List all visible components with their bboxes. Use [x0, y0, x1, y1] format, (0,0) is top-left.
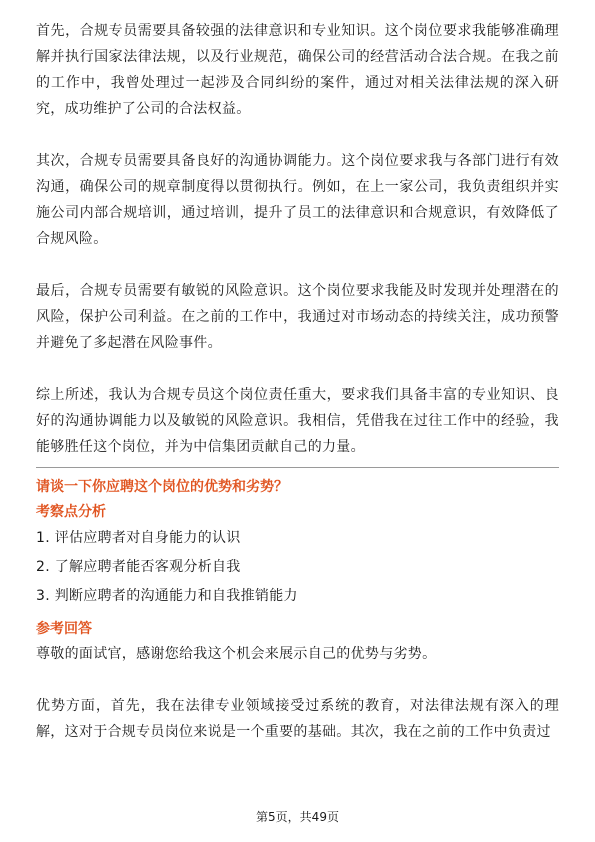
list-item: 2. 了解应聘者能否客观分析自我	[36, 559, 241, 575]
answer-strengths: 优势方面，首先，我在法律专业领域接受过系统的教育，对法律法规有深入的理解，这对于合规专员岗位来说是一个重要的基础。其次，我在之前的工作中负责过	[36, 698, 559, 740]
list-item: 1. 评估应聘者对自身能力的认识	[36, 530, 241, 546]
section-divider	[36, 467, 559, 468]
analysis-list	[36, 524, 559, 611]
paragraph-third: 最后，合规专员需要有敏锐的风险意识。这个岗位要求我能及时发现并处理潜在的风险，保护公司利益。在之前的工作中，我通过对市场动态的持续关注，成功预警并避免了多起潜在风险事件。	[36, 283, 559, 351]
page-number: 第5页，共49页	[256, 810, 339, 824]
paragraph-second: 其次，合规专员需要具备良好的沟通协调能力。这个岗位要求我与各部门进行有效沟通，确保公司的规章制度得以贯彻执行。例如，在上一家公司，我负责组织并实施公司内部合规培训，通过培训，提升了员工的法律意识和合规意识，有效降低了合规风险。	[36, 153, 559, 247]
answer-heading: 参考回答	[36, 621, 92, 637]
paragraph-summary: 综上所述，我认为合规专员这个岗位责任重大，要求我们具备丰富的专业知识、良好的沟通协调能力以及敏锐的风险意识。我相信，凭借我在过往工作中的经验，我能够胜任这个岗位，并为中信集团贡献自己的力量。	[36, 387, 559, 455]
interview-question: 请谈一下你应聘这个岗位的优势和劣势？	[36, 479, 288, 495]
analysis-heading: 考察点分析	[36, 504, 106, 520]
document-page	[36, 18, 559, 745]
paragraph-gap	[36, 356, 559, 382]
paragraph-gap	[36, 252, 559, 278]
list-item: 3. 判断应聘者的沟通能力和自我推销能力	[36, 588, 298, 604]
paragraph-first: 首先，合规专员需要具备较强的法律意识和专业知识。这个岗位要求我能够准确理解并执行国家法律法规，以及行业规范，确保公司的经营活动合法合规。在我之前的工作中，我曾处理过一起涉及合同纠纷的案件，通过对相关法律法规的深入研究，成功维护了公司的合法权益。	[36, 23, 559, 117]
paragraph-gap	[36, 667, 559, 693]
answer-opening: 尊敬的面试官，感谢您给我这个机会来展示自己的优势与劣势。	[36, 646, 437, 662]
paragraph-gap	[36, 122, 559, 148]
